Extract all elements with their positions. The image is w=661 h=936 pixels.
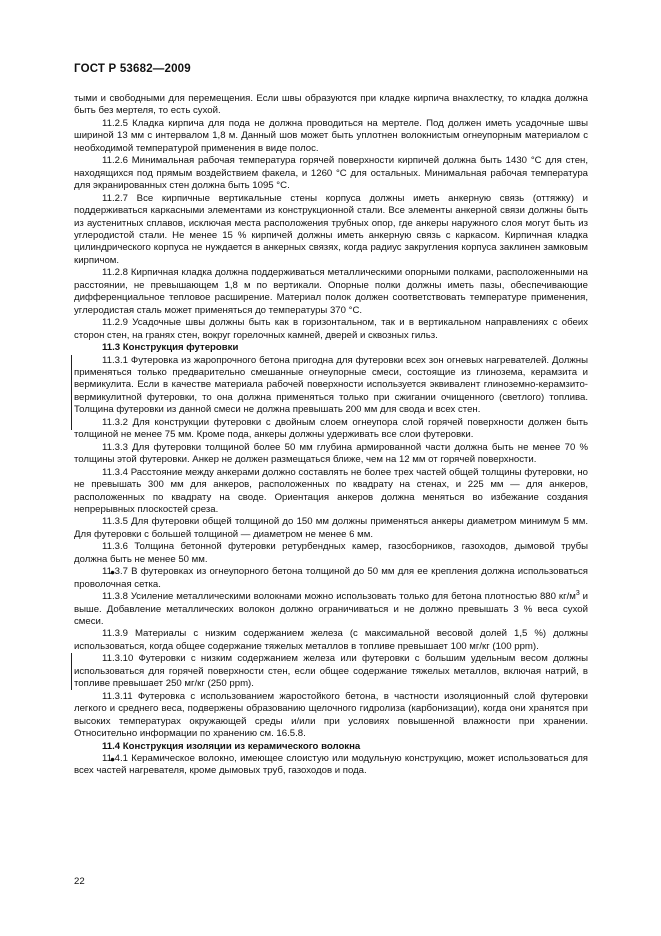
paragraph-11-3-1-text: 11.3.1 Футеровка из жаропрочного бетона пригодна для футеровки всех зон огневых нагревателей. Должны применяться только предварительно смешанные огнеупорные смеси, состоящие из глинозема, керамзита и вермикулита. Если в качестве материала рабочей поверхности используется эквивалент глиноземно-керамзито-вермикулитной футеровки, то она должна применяться только при сжигании очищенного (светлого) топлива. Толщина футеровки из данной смеси не должна превышать 200 мм для свода и всех стен. bbox=[74, 354, 588, 416]
paragraph-11-2-5: 11.2.5 Кладка кирпича для пода не должна проводиться на мертеле. Под должен иметь усадочные швы шириной 13 мм с интервалом 1,8 м. Данный шов может быть уплотнен волокнистым огнеупорным материалом с необходимой температурой применения в виде полос. bbox=[74, 117, 588, 154]
paragraph-11-3-10 bbox=[74, 653, 588, 690]
document-body bbox=[74, 93, 588, 778]
change-bar bbox=[71, 355, 72, 430]
change-bar bbox=[71, 653, 72, 690]
paragraph-11-3-8 bbox=[74, 591, 588, 628]
page-number: 22 bbox=[74, 876, 85, 887]
paragraph-11-3-8-text-a: 11.3.8 Усиление металлическими волокнами можно использовать только для бетона плотностью 880 кг/м bbox=[102, 591, 576, 603]
paragraph-11-2-8: 11.2.8 Кирпичная кладка должна поддерживаться металлическими опорными полками, расположенными на расстоянии, не превышающем 1,8 м по вертикали. Опорные полки должны иметь пазы, обеспечивающие дифференциальное тепловое расширение. Материал полок должен соответствовать температуре применения, углеродистая сталь может применяться до температуры 370 °С. bbox=[74, 267, 588, 316]
paragraph-11-3-10-text: 11.3.10 Футеровки с низким содержанием железа или футеровки с большим удельным весом должны использоваться для горячей поверхности стен, если общее содержание тяжелых металлов, включая натрий, в топливе превышает 250 мг/кг (250 ppm). bbox=[74, 653, 588, 690]
paragraph-11-3-8-text-b: и выше. Добавление металлических волокон должно ограничиваться и не должно превышать 3 % веса сухой смеси. bbox=[74, 591, 588, 628]
paragraph-11-4-1: ● 11.4.1 Керамическое волокно, имеющее слоистую или модульную конструкцию, может использоваться для всех частей нагревателя, кроме дымовых труб, газоходов и пода. bbox=[74, 753, 588, 778]
section-heading-11-4: 11.4 Конструкция изоляции из керамического волокна bbox=[102, 740, 361, 752]
section-heading-11-3: 11.3 Конструкция футеровки bbox=[102, 342, 239, 354]
paragraph-11-3-7: ● 11.3.7 В футеровках из огнеупорного бетона толщиной до 50 мм для ее крепления должна использоваться проволочная сетка. bbox=[74, 566, 588, 591]
paragraph-11-3-5: 11.3.5 Для футеровки общей толщиной до 150 мм должны применяться анкеры диаметром минимум 5 мм. Для футеровки с большей толщиной — диаметром не менее 6 мм. bbox=[74, 516, 588, 540]
paragraph-11-3-1 bbox=[74, 355, 588, 417]
paragraph-11-2-7: 11.2.7 Все кирпичные вертикальные стены корпуса должны иметь анкерную связь (оттяжку) и поддерживаться каркасными элементами из конструкционной стали. Все элементы анкерной связи должны быть из аустенитных сплавов, исключая места расположения трубных опор, где анкеры наружного слоя могут быть из углеродистой стали. Не менее 15 % кирпичей должны иметь анкерную связь с каркасом. Кирпичная кладка цилиндрического корпуса не нуждается в анкерных связях, когда радиус закругления корпуса заклинен замковым кирпичом. bbox=[74, 192, 588, 266]
paragraph-11-3-2: 11.3.2 Для конструкции футеровки с двойным слоем огнеупора слой горячей поверхности должен быть толщиной не менее 75 мм. Кроме пода, анкеры должны удерживать все слои футеровки. bbox=[74, 416, 588, 441]
paragraph-11-3-11: 11.3.11 Футеровка с использованием жаростойкого бетона, в частности изоляционный слой футеровки легкого и среднего веса, подвержены образованию щелочного гидролиза (карбонизации), когда они хранятся при высоких температурах окружающей среды и/или при условиях повышенной влажности при хранении. Относительно информации по хранению см. 16.5.8. bbox=[74, 690, 588, 740]
paragraph-11-2-9: 11.2.9 Усадочные швы должны быть как в горизонтальном, так и в вертикальном направлениях с обеих сторон стен, на гранях стен, вокруг горелочных камней, дверей и сквозных гильз. bbox=[74, 317, 588, 341]
paragraph-11-3-4: 11.3.4 Расстояние между анкерами должно составлять не более трех частей общей толщины футеровки, но не превышать 300 мм для анкеров, расположенных по квадрату на стенах, и 225 мм — для анкеров, расположенных по квадрату на своде. Ориентация анкеров должна меняться во избежание создания непрерывных плоскостей среза. bbox=[74, 466, 588, 515]
document-header: ГОСТ Р 53682—2009 bbox=[74, 63, 191, 75]
superscript: 3 bbox=[575, 589, 580, 597]
paragraph-continuation: тыми и свободными для перемещения. Если швы образуются при кладке кирпича внахлестку, то кладка должна быть без мертеля, то есть сухой. bbox=[74, 93, 588, 117]
paragraph-11-3-6: 11.3.6 Толщина бетонной футеровки ретурбендных камер, газосборников, газоходов, дымовой трубы должна быть не менее 50 мм. bbox=[74, 541, 588, 565]
paragraph-11-2-6: 11.2.6 Минимальная рабочая температура горячей поверхности кирпичей должна быть 1430 °С для стен, находящихся под прямым воздействием факела, и 1260 °С для остальных. Минимальная рабочая температура для экранированных стен должна быть 1095 °С. bbox=[74, 155, 588, 192]
paragraph-11-3-9: 11.3.9 Материалы с низким содержанием железа (с максимальной весовой долей 1,5 %) должны использоваться, когда общее содержание тяжелых металлов в топливе превышает 100 мг/кг (100 ppm). bbox=[74, 628, 588, 652]
paragraph-11-3-3: 11.3.3 Для футеровки толщиной более 50 мм глубина армированной части должна быть не менее 70 % толщины этой футеровки. Анкер не должен размещаться ближе, чем на 12 мм от горячей поверхности. bbox=[74, 441, 588, 466]
